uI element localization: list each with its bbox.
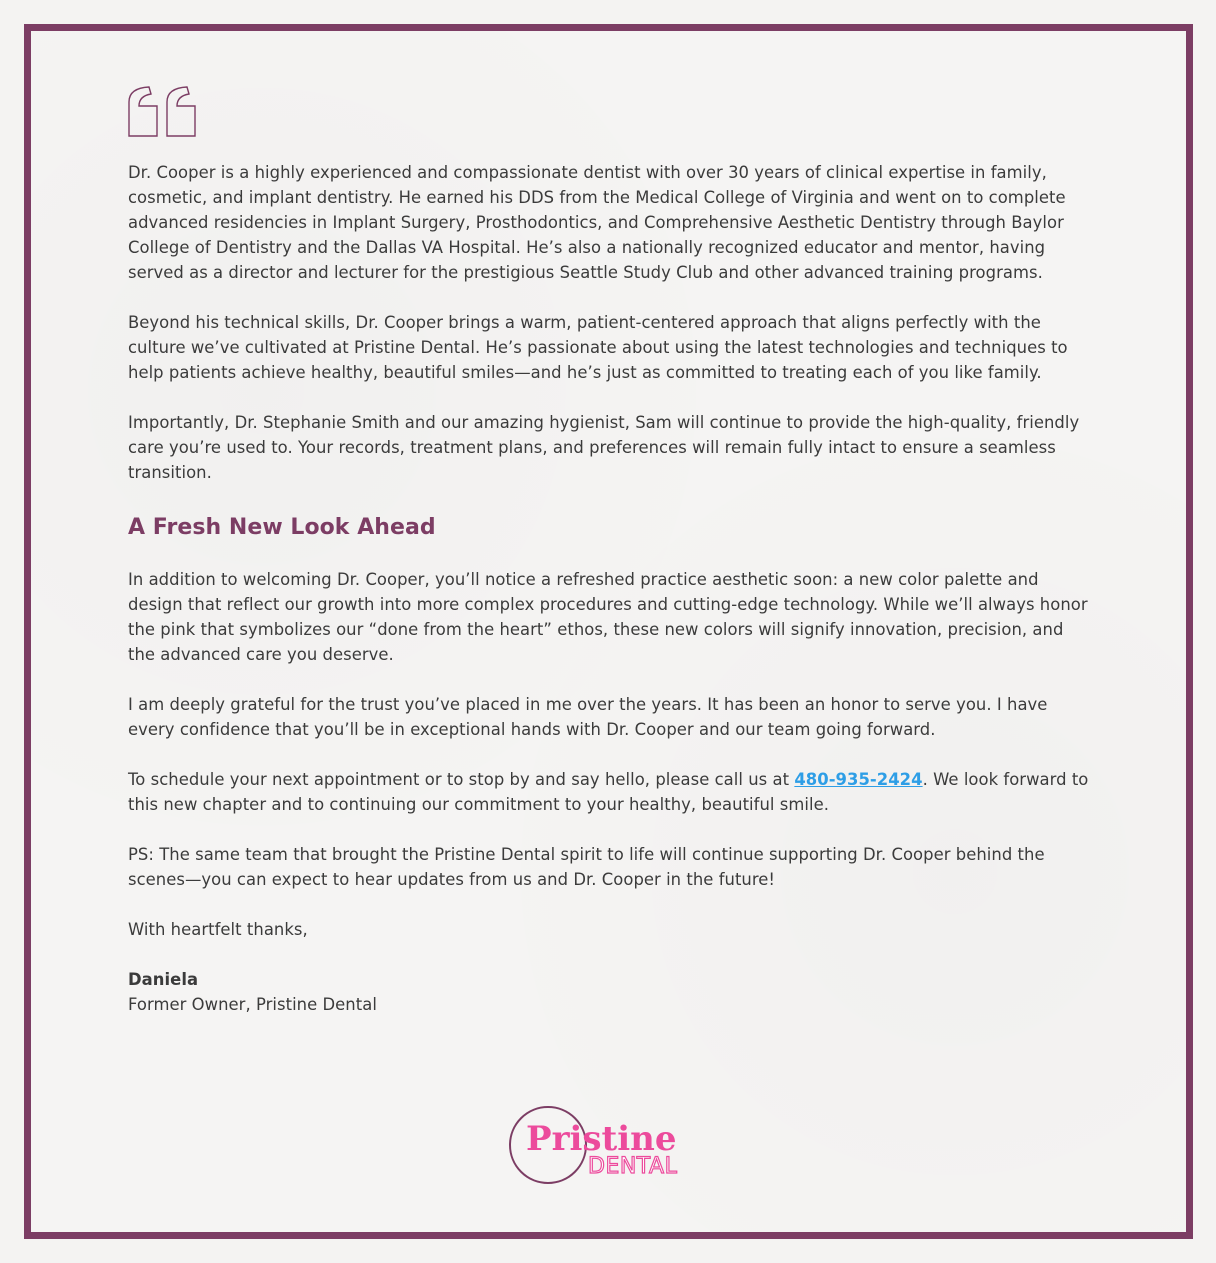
paragraph-experience: Dr. Cooper is a highly experienced and compassionate dentist with over 30 years of clinical expertise in family, cosmetic, and implant dentistry. He earned his DDS from the Medical College of Virginia and went on to complete advanced residencies in Implant Surgery, Prosthodontics, and Comprehensive Aesthetic Dentistry through Baylor College of Dentistry and the Dallas VA Hospital. He’s also a nationally recognized educator and mentor, having served as a director and lecturer for the prestigious Seattle Study Club and other advanced training programs.	[128, 163, 1066, 282]
signature-block	[128, 967, 1093, 1017]
signer-name: Daniela	[128, 970, 199, 989]
paragraph-schedule	[128, 767, 1093, 817]
logo-word-pristine: Pristine	[526, 1119, 677, 1159]
closing-line: With heartfelt thanks,	[128, 920, 308, 939]
paragraph-continuity: Importantly, Dr. Stephanie Smith and our amazing hygienist, Sam will continue to provide the high-quality, friendly care you’re used to. Your records, treatment plans, and preferences will remain fully intact to ensure a seamless transition.	[128, 413, 1080, 482]
paragraph-ps: PS: The same team that brought the Pristine Dental spirit to life will continue supporting Dr. Cooper behind the scenes—you can expect to hear updates from us and Dr. Cooper in the future!	[128, 845, 1045, 889]
paragraph-approach: Beyond his technical skills, Dr. Cooper brings a warm, patient-centered approach that aligns perfectly with the culture we’ve cultivated at Pristine Dental. He’s passionate about using the latest technologies and techniques to help patients achieve healthy, beautiful smiles—and he’s just as committed to treating each of you like family.	[128, 313, 1068, 382]
pristine-dental-logo	[508, 1100, 708, 1190]
quote-mark-icon	[127, 86, 197, 138]
schedule-text-after: . We look forward to this new chapter and to continuing our commitment to your healthy, beautiful smile.	[128, 770, 1089, 814]
letter-body	[128, 160, 1093, 1042]
paragraph-gratitude: I am deeply grateful for the trust you’ve placed in me over the years. It has been an honor to serve you. I have every confidence that you’ll be in exceptional hands with Dr. Cooper and our team going forward.	[128, 695, 1048, 739]
paragraph-new-look: In addition to welcoming Dr. Cooper, you’ll notice a refreshed practice aesthetic soon: a new color palette and design that reflect our growth into more complex procedures and cutting-edge technology. While we’ll always honor the pink that symbolizes our “done from the heart” ethos, these new colors will signify innovation, precision, and the advanced care you deserve.	[128, 570, 1088, 664]
phone-link[interactable]: 480-935-2424	[794, 770, 923, 789]
logo-word-dental: DENTAL	[588, 1154, 678, 1179]
signer-title: Former Owner, Pristine Dental	[128, 995, 377, 1014]
schedule-text-before: To schedule your next appointment or to stop by and say hello, please call us at	[128, 770, 795, 789]
section-heading: A Fresh New Look Ahead	[128, 515, 436, 540]
